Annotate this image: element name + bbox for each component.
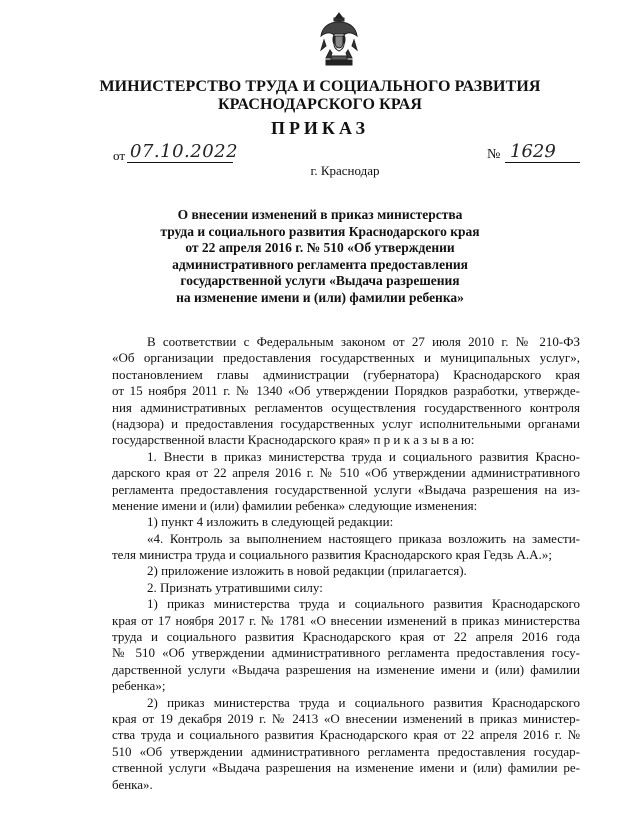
body-line: теля министра труда и социального развития Краснодарского края Гедзь А.А.»;: [112, 547, 552, 563]
body-line: 1) приказ министерства труда и социального развития Краснодарского: [147, 596, 580, 612]
body-line: 2. Признать утратившими силу:: [147, 579, 323, 595]
body-line: ственной услуги «Выдача разрешения на изменение имени и (или) фамилии ре-: [112, 760, 580, 776]
number-label: №: [487, 147, 501, 162]
body-line: «Об организации предоставления государственных и муниципальных услуг»,: [112, 350, 580, 366]
body-line: от 15 ноября 2011 г. № 1340 «Об утверждении Порядков разработки, утвержде-: [112, 383, 580, 399]
city: г. Краснодар: [310, 163, 380, 178]
body-line: ребенка»;: [112, 678, 166, 694]
body-line: (надзора) и предоставления государственных услуг исполнительными органами: [112, 415, 580, 431]
subject-line: от 22 апреля 2016 г. № 510 «Об утверждении: [185, 240, 455, 255]
body-line: постановлением главы администрации (губернатора) Краснодарского края: [112, 366, 580, 382]
order-number: 1629: [510, 141, 556, 162]
body-line: 2) приказ министерства труда и социального развития Краснодарского: [147, 694, 580, 710]
body-line: 1) пункт 4 изложить в следующей редакции:: [147, 514, 394, 530]
body-line: бенка».: [112, 776, 153, 792]
body-line: государственной власти Краснодарского края» п р и к а з ы в а ю:: [112, 432, 475, 448]
ministry-name-line1: МИНИСТЕРСТВО ТРУДА И СОЦИАЛЬНОГО РАЗВИТИЯ: [99, 78, 541, 95]
body-line: менение имени и (или) фамилии ребенка» следующие изменения:: [112, 497, 478, 513]
body-line: 2) приложение изложить в новой редакции (прилагается).: [147, 563, 467, 579]
body-line: ния административных регламентов осуществления государственного контроля: [112, 399, 580, 415]
order-date: 07.10.2022: [130, 141, 239, 162]
body-line: регламента предоставления государственной услуги «Выдача разрешения на из-: [112, 481, 580, 497]
body-line: «4. Контроль за выполнением настоящего приказа возложить на замести-: [147, 530, 580, 546]
body-line: края от 17 ноября 2017 г. № 1781 «О внесении изменений в приказ министерства: [112, 612, 580, 628]
body-line: 510 «Об утверждении административного регламента предоставления государ-: [112, 743, 580, 759]
coat-of-arms-icon: [318, 10, 360, 68]
ministry-name-line2: КРАСНОДАРСКОГО КРАЯ: [217, 96, 423, 113]
date-label: от: [113, 148, 126, 163]
order-title: ПРИКАЗ: [270, 118, 370, 138]
body-line: дарского края от 22 апреля 2016 г. № 510 «Об утверждении административного: [112, 465, 580, 481]
subject-line: труда и социального развития Краснодарского края: [160, 223, 480, 239]
order-body: [112, 334, 580, 793]
body-line: ства труда и социального развития Краснодарского края от 22 апреля 2016 г. №: [112, 727, 580, 743]
body-line: № 510 «Об утверждении административного регламента предоставления госу-: [112, 645, 580, 661]
subject-line: административного регламента предоставления: [172, 256, 468, 272]
body-line: труда и социального развития Краснодарского края от 22 апреля 2016 года: [112, 629, 580, 645]
order-subject: [0, 207, 640, 306]
subject-line: государственной услуги «Выдача разрешения: [180, 273, 460, 288]
body-line: дарственной услуги «Выдача разрешения на изменение имени и (или) фамилии: [112, 661, 580, 677]
body-line: 1. Внести в приказ министерства труда и социального развития Красно-: [147, 448, 580, 464]
subject-line: на изменение имени и (или) фамилии ребенка»: [176, 289, 464, 305]
subject-line: О внесении изменений в приказ министерства: [177, 207, 463, 222]
body-line: края от 19 декабря 2019 г. № 2413 «О внесении изменений в приказ министер-: [112, 710, 580, 726]
body-line: В соответствии с Федеральным законом от 27 июля 2010 г. № 210-ФЗ: [147, 334, 580, 349]
